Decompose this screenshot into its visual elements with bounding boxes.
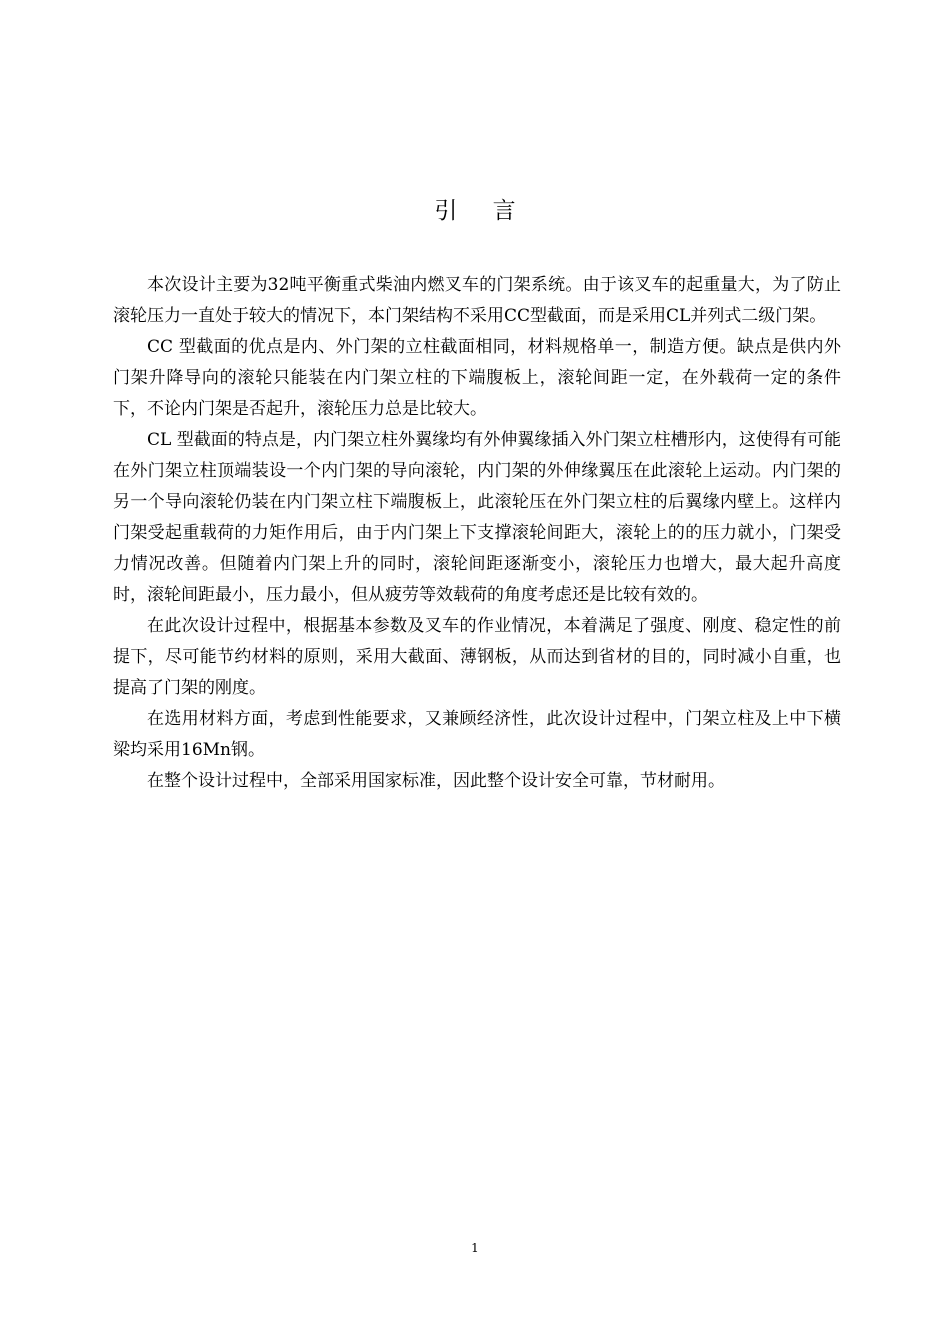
page-number: 1 bbox=[471, 1241, 479, 1255]
paragraph-5: 在选用材料方面，考虑到性能要求，又兼顾经济性，此次设计过程中，门架立柱及上中下横梁均采用16Mn钢。 bbox=[113, 709, 841, 760]
paragraph-1: 本次设计主要为32吨平衡重式柴油内燃叉车的门架系统。由于该叉车的起重量大，为了防止滚轮压力一直处于较大的情况下，本门架结构不采用CC型截面，而是采用CL并列式二级门架。 bbox=[113, 275, 841, 326]
paragraph-3: CL 型截面的特点是，内门架立柱外翼缘均有外伸翼缘插入外门架立柱槽形内，这使得有可能在外门架立柱顶端装设一个内门架的导向滚轮，内门架的外伸缘翼压在此滚轮上运动。内门架的另一个导向滚轮仍装在内门架立柱下端腹板上，此滚轮压在外门架立柱的后翼缘内壁上。这样内门架受起重载荷的力矩作用后，由于内门架上下支撑滚轮间距大，滚轮上的的压力就小，门架受力情况改善。但随着内门架上升的同时，滚轮间距逐渐变小，滚轮压力也增大，最大起升高度时，滚轮间距最小，压力最小，但从疲劳等效载荷的角度考虑还是比较有效的。 bbox=[113, 430, 841, 605]
paragraph-2: CC 型截面的优点是内、外门架的立柱截面相同，材料规格单一，制造方便。缺点是供内外门架升降导向的滚轮只能装在内门架立柱的下端腹板上，滚轮间距一定，在外载荷一定的条件下，不论内门架是否起升，滚轮压力总是比较大。 bbox=[113, 337, 841, 419]
document-body bbox=[113, 270, 841, 797]
paragraph-4: 在此次设计过程中，根据基本参数及叉车的作业情况，本着满足了强度、刚度、稳定性的前提下，尽可能节约材料的原则，采用大截面、薄钢板，从而达到省材的目的，同时减小自重，也提高了门架的刚度。 bbox=[113, 616, 841, 698]
document-title: 引 言 bbox=[434, 198, 530, 224]
paragraph-6: 在整个设计过程中，全部采用国家标准，因此整个设计安全可靠，节材耐用。 bbox=[147, 771, 725, 791]
